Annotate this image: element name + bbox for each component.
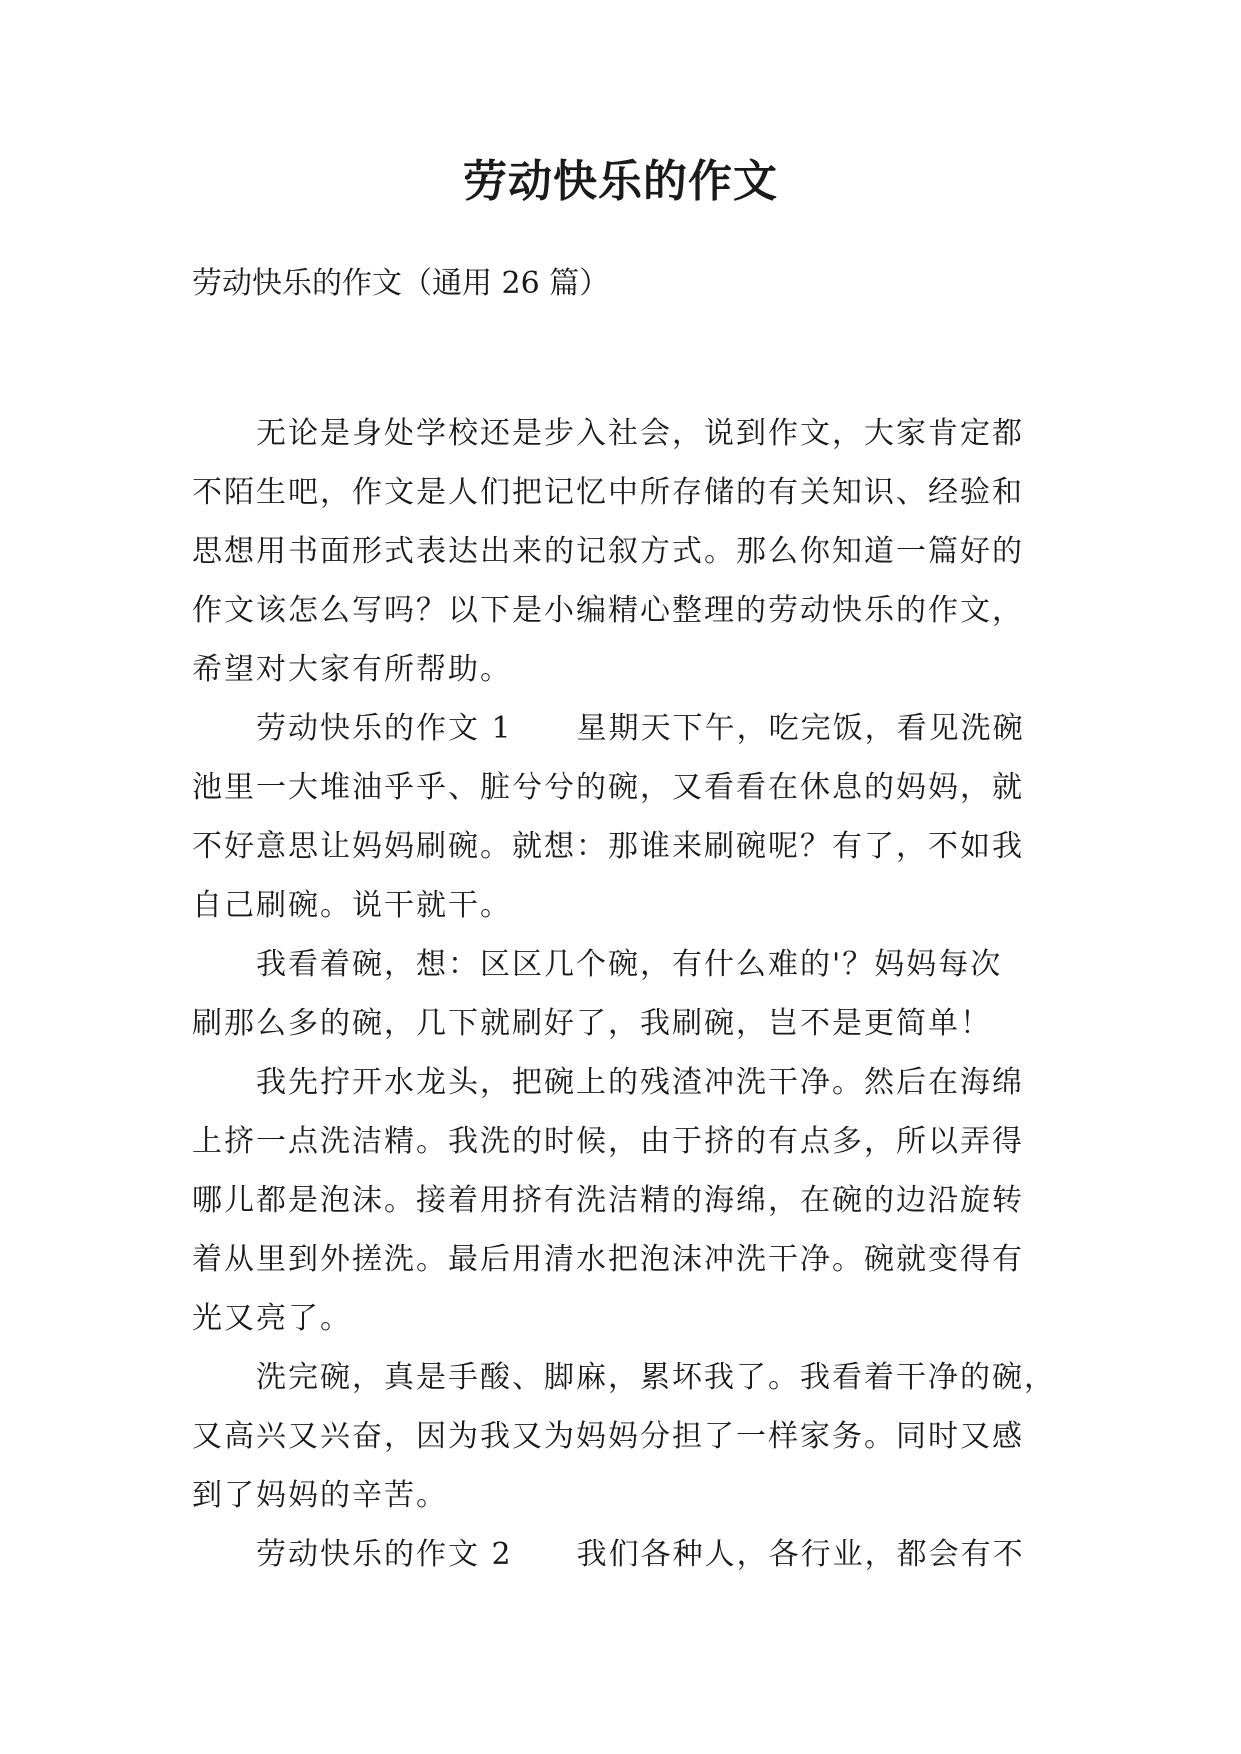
- body-text-line: 洗完碗，真是手酸、脚麻，累坏我了。我看着干净的碗，: [256, 1360, 1056, 1395]
- body-text-line: 着从里到外搓洗。最后用清水把泡沫冲洗干净。碗就变得有: [192, 1242, 1024, 1277]
- body-text-line: 我看着碗，想：区区几个碗，有什么难的'？妈妈每次: [256, 947, 1003, 982]
- body-text-line: 刷那么多的碗，几下就刷好了，我刷碗，岂不是更简单！: [192, 1006, 992, 1041]
- body-text-line: 又高兴又兴奋，因为我又为妈妈分担了一样家务。同时又感: [192, 1419, 1024, 1454]
- body-text-line: 劳动快乐的作文 2 我们各种人，各行业，都会有不: [256, 1537, 1025, 1572]
- body-text-line: 不陌生吧，作文是人们把记忆中所存储的有关知识、经验和: [192, 475, 1024, 510]
- body-text-line: 作文该怎么写吗？以下是小编精心整理的劳动快乐的作文，: [192, 593, 1024, 628]
- body-text-line: 无论是身处学校还是步入社会，说到作文，大家肯定都: [256, 416, 1024, 451]
- body-text-line: 希望对大家有所帮助。: [192, 652, 512, 687]
- body-text-line: 思想用书面形式表达出来的记叙方式。那么你知道一篇好的: [192, 534, 1024, 569]
- body-text-line: 哪儿都是泡沫。接着用挤有洗洁精的海绵，在碗的边沿旋转: [192, 1183, 1024, 1218]
- body-text-line: 到了妈妈的辛苦。: [192, 1478, 448, 1513]
- body-text-line: 池里一大堆油乎乎、脏兮兮的碗，又看看在休息的妈妈，就: [192, 770, 1024, 805]
- document-body: [192, 404, 1072, 1584]
- body-text-line: 光又亮了。: [192, 1301, 352, 1336]
- body-text-line: 劳动快乐的作文 1 星期天下午，吃完饭，看见洗碗: [256, 711, 1025, 746]
- body-text-line: 自己刷碗。说干就干。: [192, 888, 512, 923]
- body-text-line: 不好意思让妈妈刷碗。就想：那谁来刷碗呢？有了，不如我: [192, 829, 1024, 864]
- body-text-line: 我先拧开水龙头，把碗上的残渣冲洗干净。然后在海绵: [256, 1065, 1024, 1100]
- document-title: 劳动快乐的作文: [463, 156, 778, 207]
- body-text-line: 上挤一点洗洁精。我洗的时候，由于挤的有点多，所以弄得: [192, 1124, 1024, 1159]
- document-subtitle: 劳动快乐的作文（通用 26 篇）: [192, 266, 610, 301]
